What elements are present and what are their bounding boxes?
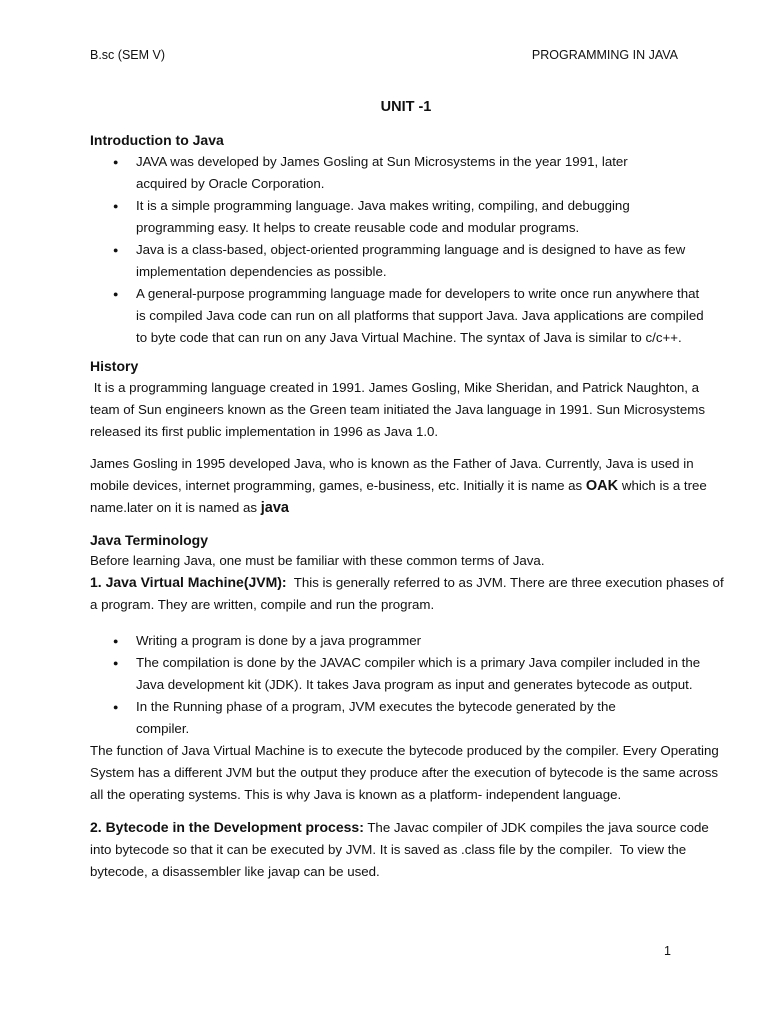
list-item: ● A general-purpose programming language made for developers to write once run anywhere that is compiled Java code can run on all platforms that support Java. Java applications are compiled to byte code that can run on any Java Virtual Machine. The syntax of Java is similar to c/c++.: [136, 283, 706, 349]
header-course: B.sc (SEM V): [90, 48, 166, 62]
jvm-bullet-list: [90, 630, 730, 740]
bytecode-label: 2. Bytecode in the Development process:: [90, 819, 364, 835]
java-emphasis: java: [260, 500, 289, 516]
header-subject: PROGRAMMING IN JAVA: [531, 48, 678, 62]
jvm-label: 1. Java Virtual Machine(JVM):: [90, 574, 287, 590]
history-paragraph-1: It is a programming language created in 1991. James Gosling, Mike Sheridan, and Patrick Naughton, a team of Sun engineers known as the Green team initiated the Java language in 1991. Sun Microsystems released its first public implementation in 1996 as Java 1.0.: [90, 380, 709, 439]
terminology-heading: Java Terminology: [90, 532, 209, 548]
list-item: ● In the Running phase of a program, JVM executes the bytecode generated by the compiler.: [136, 696, 646, 740]
history-paragraph-2: [90, 453, 730, 519]
history-heading: History: [90, 358, 139, 374]
oak-emphasis: OAK: [585, 478, 619, 494]
document-body: [90, 129, 730, 883]
unit-title: UNIT -1: [380, 99, 432, 115]
bytecode-text: The Javac compiler of JDK compiles the java source code into bytecode so that it can be executed by JVM. It is saved as .class file by the compiler. To view the bytecode, a disassembler like javap can be used.: [90, 820, 713, 879]
list-item: ● The compilation is done by the JAVAC compiler which is a primary Java compiler included in the Java development kit (JDK). It takes Java program as input and generates bytecode as output.: [136, 652, 730, 696]
list-item: ● JAVA was developed by James Gosling at Sun Microsystems in the year 1991, later acquired by Oracle Corporation.: [136, 151, 656, 195]
history-text: which is a tree name.later on it is named as: [90, 478, 707, 515]
page-number: 1: [664, 944, 671, 958]
history-text: James Gosling in 1995 developed Java, who is known as the Father of Java. Currently, Java is used in mobile devices, internet programming, games, e-business, etc. Initially it is name as: [90, 456, 694, 493]
jvm-function-paragraph: The function of Java Virtual Machine is to execute the bytecode produced by the compiler. Every Operating System has a different JVM but the output they produce after the execution of bytecode is the same across all the operating systems. This is why Java is known as a platform- independent language.: [90, 743, 719, 802]
list-item: ● Java is a class-based, object-oriented programming language and is designed to have as few implementation dependencies as possible.: [136, 239, 706, 283]
intro-heading: Introduction to Java: [90, 132, 224, 148]
list-item: ● It is a simple programming language. Java makes writing, compiling, and debugging programming easy. It helps to create reusable code and modular programs.: [136, 195, 656, 239]
terminology-intro: Before learning Java, one must be familiar with these common terms of Java.: [90, 553, 545, 568]
list-item: ● Writing a program is done by a java programmer: [136, 630, 730, 652]
jvm-text: This is generally referred to as JVM. There are three execution phases of a program. They are written, compile and run the program.: [90, 575, 728, 612]
intro-bullet-list: [90, 151, 730, 349]
bytecode-paragraph: [90, 816, 730, 883]
jvm-paragraph: [90, 571, 730, 616]
